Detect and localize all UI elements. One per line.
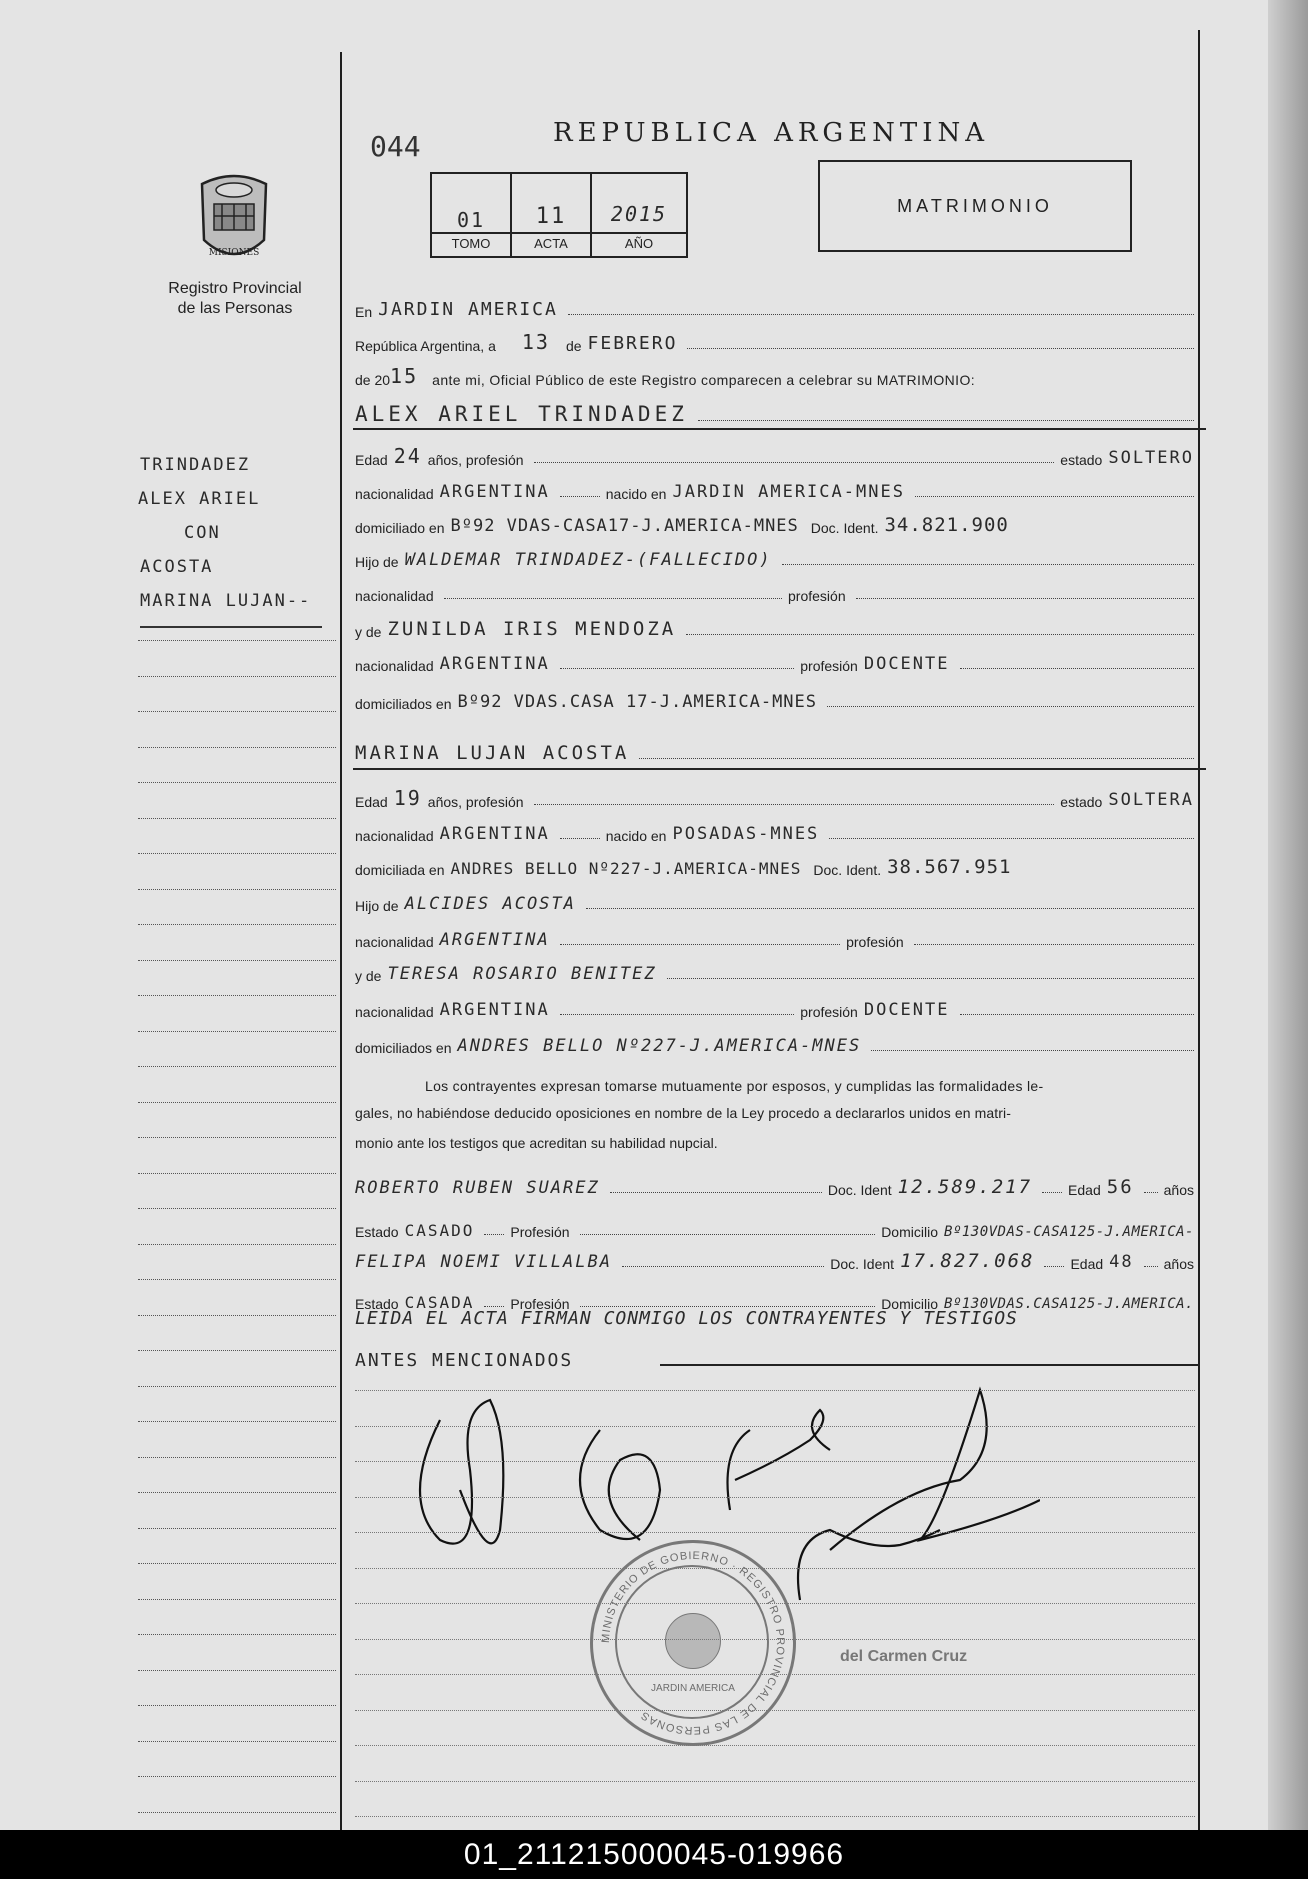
father-label: Hijo de [355,898,399,914]
age-label: Edad [1070,1256,1104,1272]
bride-nationality-row [355,816,1200,844]
margin-rule-line [138,711,336,712]
witness2-doc: 17.827.068 [900,1250,1035,1272]
groom-parents-address-row [355,684,1200,712]
status-label: estado [1060,794,1103,810]
bride-doc: 38.567.951 [887,856,1012,878]
signature-area-rule [355,1532,1195,1533]
signature-area-rule [355,1390,1195,1391]
nationality-label: nacionalidad [355,658,434,674]
bride-status: SOLTERA [1108,790,1194,810]
appear-text: ante mi, Oficial Público de este Registro comparecen a celebrar su MATRIMONIO: [432,372,976,388]
closing-rule [660,1364,1200,1366]
witness2-row [355,1244,1200,1272]
nationality-label: nacionalidad [355,934,434,950]
nationality-label: nacionalidad [355,1004,434,1020]
age-label: Edad [355,794,388,810]
witness1-status: CASADO [404,1221,475,1240]
row-year [355,360,1200,388]
years-label: años [1163,1256,1194,1272]
bride-age-row [355,782,1200,810]
signature-area-rule [355,1816,1195,1817]
witness2-status: CASADA [404,1293,475,1312]
year-value: 15 [390,364,419,388]
groom-mother: ZUNILDA IRIS MENDOZA [387,618,677,640]
margin-rule-line [138,960,336,961]
footer-code-bar [0,1830,1308,1879]
signature-1 [420,1400,503,1544]
margin-rule-line [138,1457,336,1458]
margin-rule-line [138,1670,336,1671]
groom-nationality-row [355,474,1200,502]
birthplace-label: nacido en [605,486,667,502]
margin-note-line: TRINDADEZ [140,455,251,475]
witness2-name: FELIPA NOEMI VILLALBA [355,1252,612,1272]
profession-label: profesión [846,934,904,950]
doc-label: Doc. Ident [830,1256,895,1272]
act-type-label: MATRIMONIO [897,195,1053,216]
margin-note-line: ALEX ARIEL [138,489,261,509]
bride-father: ALCIDES ACOSTA [404,894,576,914]
witness1-doc: 12.589.217 [897,1176,1033,1198]
closing-line: ANTES MENCIONADOS [355,1350,574,1371]
stamp-inner-text: JARDIN AMERICA [651,1683,735,1694]
margin-rule-line [138,924,336,925]
official-stamp [590,1540,796,1746]
bride-address: ANDRES BELLO Nº227-J.AMERICA-MNES [450,859,802,878]
age-label: Edad [355,452,388,468]
margin-rule-line [138,1244,336,1245]
witness1-address: Bº130VDAS-CASA125-J.AMERICA- [943,1224,1194,1240]
page-shadow [1268,0,1308,1830]
margin-rule-line [138,1102,336,1103]
margin-rule-line [138,1315,336,1316]
margin-rule-line [138,1599,336,1600]
margin-note-line: ACOSTA [140,557,214,577]
groom-parents-address: Bº92 VDAS.CASA 17-J.AMERICA-MNES [457,692,818,712]
nationality-label: nacionalidad [355,486,434,502]
bride-father-nationality-row [355,922,1200,950]
witness1-row [355,1170,1200,1198]
groom-age-row [355,440,1200,468]
address-label: domiciliado en [355,520,445,536]
groom-status: SOLTERO [1108,448,1194,468]
section-rule [353,428,1206,430]
margin-rule-line [138,1137,336,1138]
signature-area-rule [355,1710,1195,1711]
bride-address-row [355,850,1200,878]
margin-rule-line [138,1741,336,1742]
tomo-label: TOMO [451,236,491,251]
margin-rule-line [138,1812,336,1813]
country-title: REPUBLICA ARGENTINA [553,118,990,148]
place-value: JARDIN AMERICA [378,299,558,320]
bride-name-row [355,736,1200,764]
footer-code: 01_211215000045-019966 [463,1837,845,1871]
signature-area-rule [355,1497,1195,1498]
groom-age: 24 [393,444,422,468]
margin-note-line: CON [184,523,221,543]
margin-rule-line [138,782,336,783]
bride-age: 19 [393,786,422,810]
acta-label: ACTA [534,236,568,251]
groom-address-row [355,508,1200,536]
address-label: Domicilio [881,1296,938,1312]
address-label: domiciliada en [355,862,445,878]
margin-rule-line [138,1634,336,1635]
bride-father-row [355,886,1200,914]
profession-label: Profesión [510,1224,570,1240]
father-label: Hijo de [355,554,399,570]
official-name: del Carmen Cruz [840,1648,968,1665]
bride-mother-profession: DOCENTE [863,1000,950,1020]
bride-mother-row [355,956,1200,984]
record-number-table [430,172,688,258]
margin-rule-line [138,640,336,641]
folio-number: 044 [370,130,421,163]
doc-label: Doc. Ident [827,1182,892,1198]
witness1-details-row [355,1212,1200,1240]
left-frame-line [340,52,342,1830]
margin-rule-line [138,853,336,854]
groom-mother-nationality-row [355,646,1200,674]
years-label: años [1163,1182,1194,1198]
declaration-line: monio ante los testigos que acreditan su habilidad nupcial. [355,1135,718,1151]
row-place [355,292,1200,320]
margin-rule-line [138,1066,336,1067]
groom-nationality: ARGENTINA [439,482,550,502]
address-label: domiciliados en [355,696,452,712]
margin-rule-line [138,1492,336,1493]
bride-name: MARINA LUJAN ACOSTA [355,742,630,764]
profession-label: profesión [800,1004,858,1020]
bride-mother: TERESA ROSARIO BENITEZ [387,964,657,984]
year-prefix: de 20 [355,372,391,388]
groom-mother-profession: DOCENTE [863,654,950,674]
signature-area-rule [355,1461,1195,1462]
profession-label: profesión [788,588,846,604]
profession-label: Profesión [510,1296,570,1312]
groom-mother-row [355,612,1200,640]
signature-area-rule [355,1745,1195,1746]
doc-label: Doc. Ident. [813,862,882,878]
emblem-label: MISIONES [208,248,260,258]
signature-area-rule [355,1603,1195,1604]
declaration-line: gales, no habiéndose deducido oposiciones en nombre de la Ley procedo a declararlos unidos en matri- [355,1105,1011,1121]
groom-father-row [355,542,1200,570]
status-label: Estado [355,1296,399,1312]
stamp-center-icon [665,1613,721,1669]
margin-rule-line [138,1386,336,1387]
bride-mother-nationality: ARGENTINA [439,1000,550,1020]
margin-rule-line [138,1031,336,1032]
bride-birthplace: POSADAS-MNES [672,824,820,844]
signature-area-rule [355,1781,1195,1782]
profession-label: profesión [800,658,858,674]
acta-value: 11 [535,204,567,229]
status-label: Estado [355,1224,399,1240]
margin-rule-line [138,1776,336,1777]
bride-parents-address-row [355,1028,1200,1056]
groom-name-row [355,398,1200,426]
signature-4 [830,1390,1040,1550]
margin-rule-line [138,1528,336,1529]
mother-label: y de [355,624,382,640]
closing-line: LEIDA EL ACTA FIRMAN CONMIGO LOS CONTRAYENTES Y TESTIGOS [355,1308,1018,1329]
margin-rule-line [138,1350,336,1351]
row-date [355,326,1200,354]
mother-label: y de [355,968,382,984]
margin-rule-line [138,1421,336,1422]
signature-area-rule [355,1568,1195,1569]
margin-note-line: MARINA LUJAN-- [140,591,312,611]
de-label: de [565,338,582,354]
margin-rule-line [138,995,336,996]
birthplace-label: nacido en [605,828,667,844]
groom-father-nationality-row [355,576,1200,604]
section-rule [353,768,1206,770]
signature-area-rule [355,1426,1195,1427]
groom-doc: 34.821.900 [884,514,1009,536]
bride-father-nationality: ARGENTINA [439,930,550,950]
registry-name-line1: Registro Provincial [168,280,302,297]
day-value: 13 [521,330,550,354]
groom-address: Bº92 VDAS-CASA17-J.AMERICA-MNES [450,516,799,536]
stamp-ring-text: MINISTERIO DE GOBIERNO · REGISTRO PROVINCIAL DE LAS PERSONAS [599,1549,787,1737]
bride-mother-nationality-row [355,992,1200,1020]
status-label: estado [1060,452,1103,468]
doc-label: Doc. Ident. [810,520,879,536]
address-label: domiciliados en [355,1040,452,1056]
groom-name: ALEX ARIEL TRINDADEZ [355,402,688,426]
groom-mother-nationality: ARGENTINA [439,654,550,674]
witness1-age: 56 [1106,1176,1134,1198]
margin-underline [140,626,322,628]
bride-nationality: ARGENTINA [439,824,550,844]
witness2-address: Bº130VDAS.CASA125-J.AMERICA. [943,1296,1194,1312]
profession-label: años, profesión [427,794,524,810]
tomo-value: 01 [456,208,486,232]
groom-father: WALDEMAR TRINDADEZ-(FALLECIDO) [404,550,772,570]
act-type-box [818,160,1132,252]
address-label: Domicilio [881,1224,938,1240]
province-emblem [192,170,276,270]
signature-area-rule [355,1674,1195,1675]
witness1-name: ROBERTO RUBEN SUAREZ [355,1178,600,1198]
bride-parents-address: ANDRES BELLO Nº227-J.AMERICA-MNES [457,1036,862,1056]
en-label: En [355,304,373,320]
groom-birthplace: JARDIN AMERICA-MNES [672,482,905,502]
margin-rule-line [138,1208,336,1209]
margin-rule-line [138,1279,336,1280]
nationality-label: nacionalidad [355,588,434,604]
signature-area-rule [355,1639,1195,1640]
margin-rule-line [138,1173,336,1174]
witness2-age: 48 [1109,1252,1134,1272]
month-value: FEBRERO [587,333,678,354]
profession-label: años, profesión [427,452,524,468]
anio-label: AÑO [624,236,654,251]
margin-rule-line [138,747,336,748]
registry-name-line2: de las Personas [177,300,293,317]
margin-rule-line [138,818,336,819]
nationality-label: nacionalidad [355,828,434,844]
margin-rule-line [138,1563,336,1564]
anio-value: 2015 [610,202,668,226]
margin-rule-line [138,676,336,677]
margin-rule-line [138,889,336,890]
declaration-line: Los contrayentes expresan tomarse mutuamente por esposos, y cumplidas las formalidades le- [425,1078,1044,1094]
republica-label: República Argentina, a [355,338,496,354]
margin-rule-line [138,1705,336,1706]
signature-2 [580,1430,660,1540]
age-label: Edad [1068,1182,1101,1198]
